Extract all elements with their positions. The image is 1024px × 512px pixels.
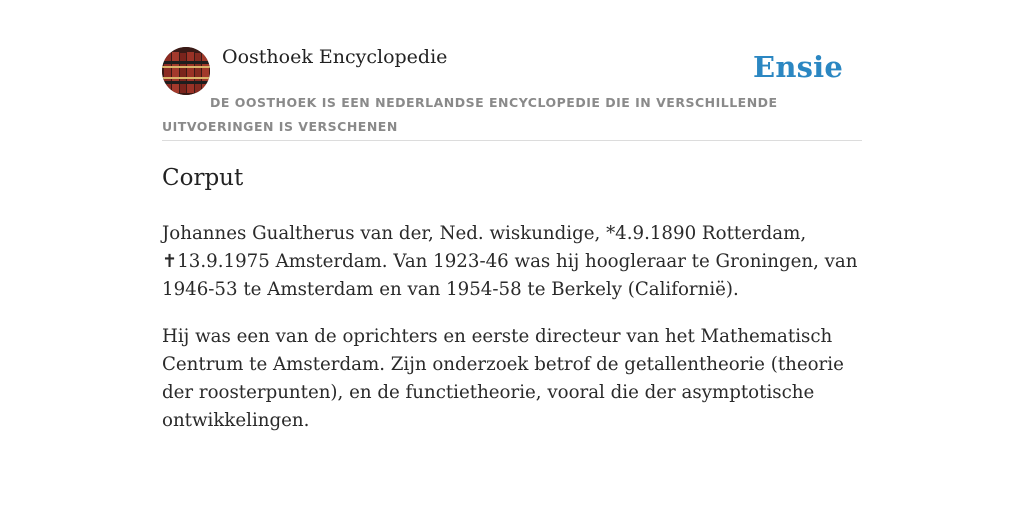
site-title-link[interactable]: Oosthoek Encyclopedie (222, 46, 448, 68)
encyclopedia-books-icon[interactable] (162, 47, 210, 95)
site-tagline: DE OOSTHOEK IS EEN NEDERLANDSE ENCYCLOPEDIE DIE IN VERSCHILLENDE UITVOERINGEN IS VERSCHENEN (162, 95, 778, 134)
article (162, 160, 862, 454)
article-title: Corput (162, 165, 244, 191)
site-header (162, 44, 862, 141)
article-paragraph: Hij was een van de oprichters en eerste directeur van het Mathematisch Centrum te Amsterdam. Zijn onderzoek betrof de getallentheorie (theorie der roosterpunten), en de functietheorie, vooral die der asymptotische ontwikkelingen. (162, 326, 844, 431)
article-paragraph: Johannes Gualtherus van der, Ned. wiskundige, *4.9.1890 Rotterdam, ✝13.9.1975 Amsterdam. Van 1923-46 was hij hoogleraar te Groningen, van 1946-53 te Amsterdam en van 1954-58 te Berkely (Californië). (162, 223, 858, 300)
brand-logo-link[interactable]: Ensie (753, 50, 843, 84)
